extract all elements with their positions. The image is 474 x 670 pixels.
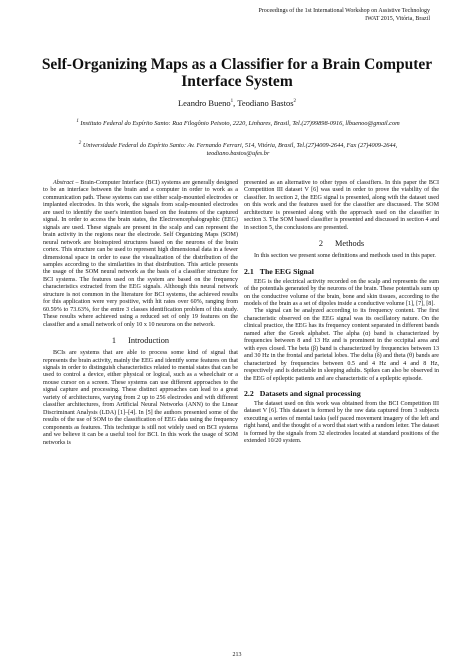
proceedings-line-1: Proceedings of the 1st International Workshop on Assistive Technology	[258, 8, 430, 14]
author-1-name: Leandro Bueno	[177, 98, 231, 108]
affiliation-1-sup: 1	[76, 118, 79, 124]
left-column	[43, 180, 238, 447]
affiliation-1	[52, 120, 424, 128]
subsection-heading-eeg	[244, 267, 439, 276]
section-number: 1	[111, 336, 117, 346]
subsection-title: The EEG Signal	[259, 266, 314, 276]
author-1-sup: 1	[230, 99, 234, 105]
dataset-paragraph: The dataset used on this work was obtained from the BCI Competition III dataset V [6]. This dataset is formed by the raw data captured from 3 subjects executing a series of mental tasks (self paced movement imagery of the left and right hand, and the thought of a word that start with a random letter. The dataset is formed by the signals from 32 electrodes located at standard positions of the extended 10/20 system.	[244, 400, 439, 445]
paper-title: Self-Organizing Maps as a Classifier for a Brain Computer Interface System	[41, 56, 433, 90]
right-column	[244, 180, 439, 446]
abstract	[43, 180, 238, 329]
affiliation-2-sup: 2	[78, 140, 82, 146]
subsection-number: 2.2	[244, 388, 254, 398]
section-heading-introduction	[43, 336, 238, 346]
affiliation-1-text: Instituto Federal do Espírito Santo: Rua Filogônio Peixoto, 2220, Linhares, Brasil, Tel.(27)99898-0916, llbuenoo@gmail.com	[80, 120, 400, 127]
author-separator: ,	[233, 98, 238, 108]
intro-paragraph: BCIs are systems that are able to process some kind of signal that represents the brain activity, mainly the EEG and identify some features on that signals in order to distinguish characteristics related to mental states that can be used to control a device, either physical or logical, such as a wheelchair or a mouse cursor on a screen. These systems can use different approaches to the signal capture and processing. These distinct approaches can lead to a great variety of architectures, varying from 2 up to 256 electrodes and with different classifier architectures, from Artificial Neural Networks (ANN) to the Linear Discriminant Analysis (LDA) [1]–[4]. In [5] the authors presented some of the results of the use of SOM to the classification of EEG data using the frequency components as features. This technique is still not widely used on BCI systems and we believe it can be a useful tool for BCI. In this work the usage of SOM networks is	[43, 350, 238, 446]
page-number: 213	[232, 652, 242, 658]
abstract-label: Abstract	[53, 180, 74, 186]
eeg-paragraph-2: The signal can be analyzed according to its frequency content. The first characteristic observed on the EEG signal was its oscillatory nature. On the clinical practice, the EEG has its frequency content separated in different bands named after the Greek alphabet. The alpha (α) band is characterized by frequencies between 8 and 13 Hz and is prominent in the occipital area and with eyes closed. The beta (β) band is characterized by frequencies between 13 and 30 Hz in the frontal and parietal lobes. The delta (δ) and theta (θ) bands are characterized by frequencies between 0.5 and 4 Hz and 4 and 8 Hz, respectively and is detectable in sleeping adults. Spikes can also be observed in the EEG of epileptic patients and are characteristic of a epileptic episode.	[244, 308, 439, 382]
affiliation-2	[52, 142, 424, 158]
author-line	[40, 98, 434, 108]
methods-paragraph: In this section we present some definitions and methods used in this paper.	[254, 253, 436, 260]
section-title: Methods	[335, 239, 365, 249]
author-2-name: Teodiano Bastos	[237, 98, 294, 108]
intro-continued-paragraph: presented as an alternative to other types of classifiers. In this paper the BCI Competition III dataset V [6] was used in order to prove the viability of the classifier. In section 2, the EEG signal is presented, along with the dataset used on this work and the features used for the classifier are discussed. The SOM architecture is presented along with the approach used on the classifier in section 3. The SOM based classifier is presented and discussed in section 4 and in section 5, the conclusions are presented.	[244, 180, 439, 231]
subsection-title: Datasets and signal processing	[259, 388, 361, 398]
author-2-sup: 2	[293, 99, 297, 105]
subsection-heading-datasets	[244, 389, 439, 398]
section-title: Introduction	[128, 336, 170, 346]
abstract-text: – Brain-Computer Interface (BCI) systems are generally designed to be an interface between the brain and a computer in order to work as a communication path. These systems can use either scalp-mounted electrodes or implanted electrodes. In this work, the signals from scalp-mounted electrodes are used to identify the user's intention based on the features of the captured signal. In order to access the brain states, the Electroencephalographic (EEG) signals are used. These signals are present in the scalp and can represent the brain activity in the regions near the electrode. Self Organizing Maps (SOM) neural network are bioinspired structures based on the neurons of the brain cortex. This structure can be used to represent high dimensional data in a fewer dimensional space in order to ease the visualization of the distribution of the samples according to the similarities in that distribution. This article presents the usage of the SOM neural network as the basis of a classifier structure for BCI systems. The features used on the system are based on the frequency characteristics extracted from the EEG signals. Although this neural network structure is not common in the literature for BCI systems, the achieved results for this application were very positive, with hit rates over 60%, ranging from 60.59% to 73.63%, for the entire 3 classes identification problem of this study. These results where achieved using a reduced set of only 19 features on the classifier and a small network of only 10 x 10 neurons on the network.	[43, 180, 238, 328]
section-heading-methods	[244, 239, 439, 249]
section-number: 2	[318, 239, 324, 249]
eeg-paragraph-1: EEG is the electrical activity recorded on the scalp and represents the sum of the potentials generated by the neurons of the brain. These potentials sum up on the conductive volume of the brain, bone and skin tissues, according to the models of the brain as a set of dipoles inside a conductive volume [1], [7], [8].	[244, 278, 439, 307]
proceedings-line-2: IWAT 2015, Vitória, Brazil	[365, 15, 430, 22]
proceedings-header	[130, 8, 430, 23]
subsection-number: 2.1	[244, 266, 254, 276]
affiliation-2-text: Universidade Federal do Espírito Santo: Av. Fernando Ferrari, 514, Vitória, Brasil, Tel.(27)4009-2644, Fax (27)4009-2644, teodiano.bastos@ufes.br	[82, 142, 398, 157]
